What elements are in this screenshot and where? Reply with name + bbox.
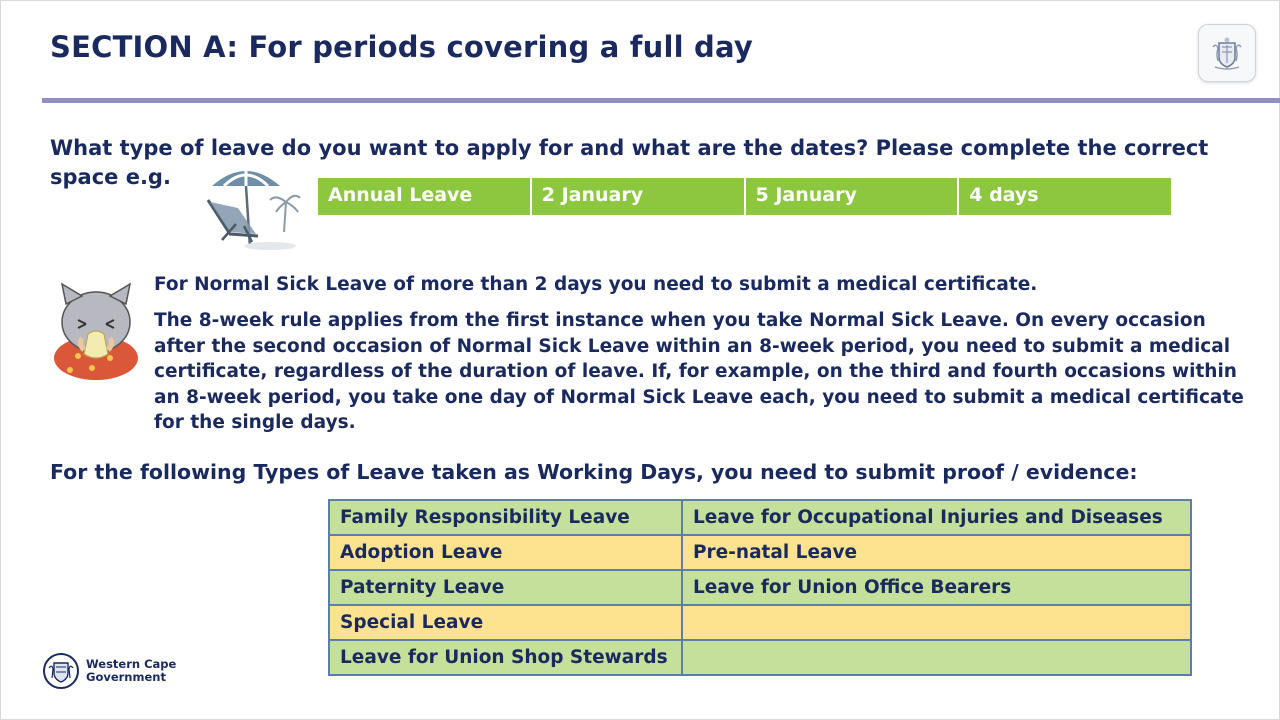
leave-type-cell: Leave for Union Shop Stewards (329, 640, 682, 675)
leave-type-cell: Family Responsibility Leave (329, 500, 682, 535)
coat-of-arms-icon (1198, 24, 1256, 82)
example-end-date: 5 January (746, 178, 960, 215)
example-leave-type: Annual Leave (318, 178, 532, 215)
proof-required-heading: For the following Types of Leave taken as Working Days, you need to submit proof / evidence: (50, 460, 1138, 484)
logo-line-2: Government (86, 670, 166, 684)
table-row (329, 535, 1191, 570)
leave-type-cell: Pre-natal Leave (682, 535, 1191, 570)
logo-line-1: Western Cape (86, 657, 177, 671)
sick-cat-illustration-icon (48, 278, 144, 384)
table-row (329, 570, 1191, 605)
example-start-date: 2 January (532, 178, 746, 215)
beach-chair-umbrella-icon (200, 162, 304, 254)
leave-type-cell: Special Leave (329, 605, 682, 640)
table-row (329, 605, 1191, 640)
western-cape-government-logo (42, 652, 176, 690)
leave-question: What type of leave do you want to apply for and what are the dates? Please complete the correct space e.g. (50, 136, 1209, 189)
leave-type-cell: Leave for Occupational Injuries and Diseases (682, 500, 1191, 535)
slide-title: SECTION A: For periods covering a full day (50, 30, 753, 64)
leave-type-cell: Adoption Leave (329, 535, 682, 570)
title-divider (42, 98, 1280, 103)
government-crest-icon (42, 652, 80, 690)
example-leave-row (318, 178, 1171, 215)
table-row (329, 500, 1191, 535)
eight-week-rule-text: The 8-week rule applies from the first instance when you take Normal Sick Leave. On every occasion after the second occasion of Normal Sick Leave within an 8-week period, you need to submit a medical certificate, regardless of the duration of leave. If, for example, on the third and fourth occasions within an 8-week period, you take one day of Normal Sick Leave each, you need to submit a medical certificate for the single days. (154, 310, 1244, 433)
leave-type-cell: Leave for Union Office Bearers (682, 570, 1191, 605)
leave-type-cell: Paternity Leave (329, 570, 682, 605)
table-row (329, 640, 1191, 675)
example-duration: 4 days (969, 184, 1039, 206)
leave-type-cell (682, 640, 1191, 675)
leave-types-table (328, 499, 1192, 676)
leave-type-cell (682, 605, 1191, 640)
sick-leave-note: For Normal Sick Leave of more than 2 days you need to submit a medical certificate. (154, 274, 1038, 295)
